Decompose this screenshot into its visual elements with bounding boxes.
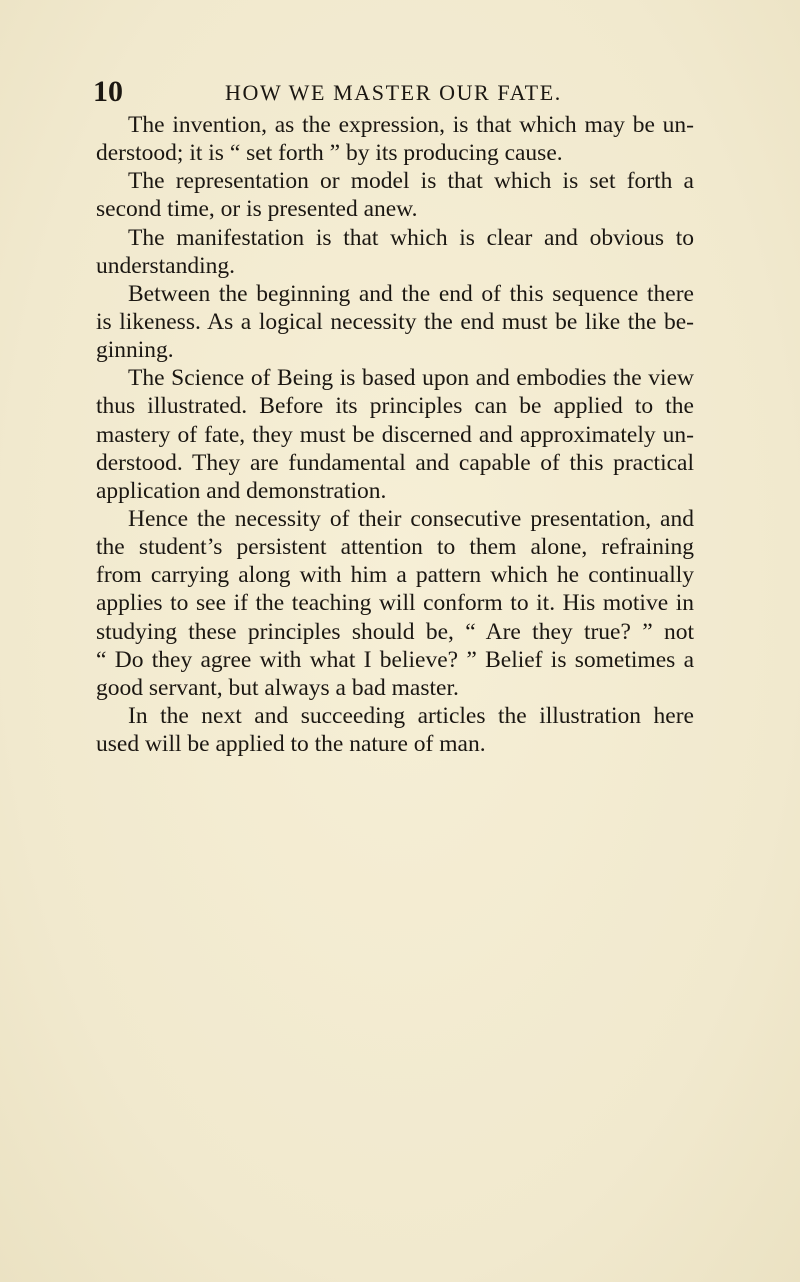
text-line: is likeness. As a logical necessity the end must be like the be- xyxy=(96,308,694,335)
text-line: The Science of Being is based upon and embodies the view xyxy=(128,365,694,392)
page-number: 10 xyxy=(93,75,123,108)
text-line: second time, or is presented anew. xyxy=(96,196,418,223)
running-title: HOW WE MASTER OUR FATE. xyxy=(225,80,562,105)
text-line: derstood. They are fundamental and capable of this practical xyxy=(96,449,694,476)
text-line: The representation or model is that which is set forth a xyxy=(128,168,694,195)
text-line: studying these principles should be, “ Are they true? ” not xyxy=(96,618,694,645)
text-line: thus illustrated. Before its principles can be applied to the xyxy=(96,393,694,420)
text-line: ginning. xyxy=(96,337,174,364)
text-line: In the next and succeeding articles the illustration here xyxy=(128,702,694,729)
text-line: good servant, but always a bad master. xyxy=(96,674,459,701)
body-text xyxy=(96,111,694,758)
text-line: The manifestation is that which is clear and obvious to xyxy=(128,224,694,251)
text-line: derstood; it is “ set forth ” by its producing cause. xyxy=(96,140,563,167)
text-line: mastery of fate, they must be discerned and approximately un- xyxy=(96,421,694,448)
text-line: applies to see if the teaching will conform to it. His motive in xyxy=(96,590,694,617)
text-line: Hence the necessity of their consecutive presentation, and xyxy=(128,505,694,532)
text-line: Between the beginning and the end of this sequence there xyxy=(128,280,694,307)
text-line: The invention, as the expression, is that which may be un- xyxy=(128,112,694,138)
page-header xyxy=(93,74,693,110)
text-line: used will be applied to the nature of man. xyxy=(96,731,486,758)
text-line: “ Do they agree with what I believe? ” Belief is sometimes a xyxy=(96,646,694,673)
text-line: from carrying along with him a pattern which he continually xyxy=(96,562,694,589)
text-line: application and demonstration. xyxy=(96,477,387,504)
text-line: the student’s persistent attention to them alone, refraining xyxy=(96,534,694,561)
text-line: understanding. xyxy=(96,252,236,279)
